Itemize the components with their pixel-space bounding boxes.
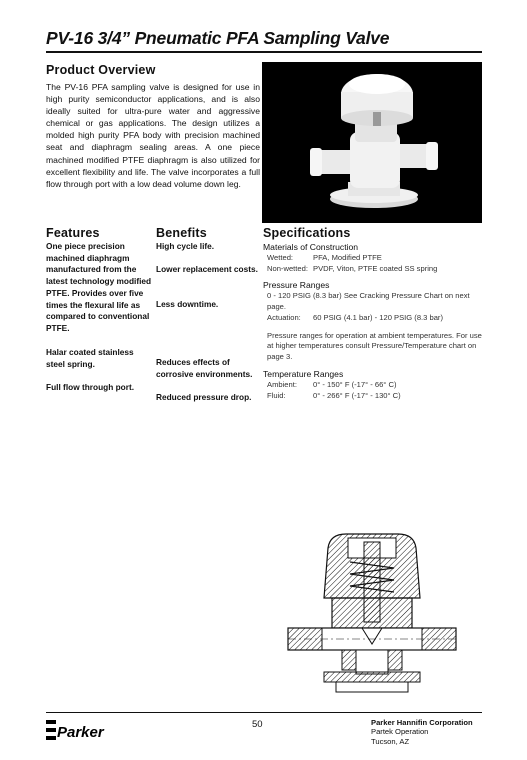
- company-name: Parker Hannifin Corporation: [371, 718, 473, 727]
- features-list: [46, 241, 152, 394]
- overview-text: The PV-16 PFA sampling valve is designed for use in high purity semiconductor applications, and is also ideally suited for ultra-pure water and aggressive chemical or gas applications. The design utilizes a molded high purity PFA body with precision machined seat and diaphragm sealing areas. A one piece machined modified PTFE diaphragm is also utilized for excellent flexibility and life. The valve incorporates a full flow through port with a low dead volume down leg.: [46, 82, 260, 189]
- nonwetted-label: Non-wetted:: [267, 263, 308, 273]
- feature-item: One piece precision machined diaphragm manufactured from the latest technology modified PTFE. Provides over five times the flexural life as compared to conventional PTFE.: [46, 241, 152, 333]
- logo-text: Parker: [57, 724, 104, 741]
- wetted-value: PFA, Modified PTFE: [313, 252, 382, 262]
- page-title: PV-16 3/4” Pneumatic PFA Sampling Valve: [46, 28, 390, 48]
- pressure-heading: Pressure Ranges: [263, 280, 330, 291]
- pressure-line: 0 - 120 PSIG (8.3 bar) See Cracking Pressure Chart on next page.: [267, 291, 470, 311]
- ambient-value: 0° - 150° F (-17° - 66° C): [313, 379, 397, 389]
- specifications-block: [263, 242, 485, 401]
- overview-heading: Product Overview: [46, 63, 156, 77]
- nonwetted-row: [263, 264, 485, 275]
- cross-section-drawing: [286, 528, 458, 698]
- fluid-row: [263, 391, 485, 402]
- features-heading: Features: [46, 226, 100, 240]
- fluid-label: Fluid:: [267, 390, 286, 400]
- benefit-item: Reduces effects of corrosive environments.: [156, 357, 253, 379]
- wetted-row: [263, 253, 485, 264]
- parker-logo: [46, 717, 110, 743]
- location: Tucson, AZ: [371, 736, 410, 746]
- page-number: 50: [252, 719, 263, 730]
- specifications-heading: Specifications: [263, 226, 351, 240]
- materials-heading: Materials of Construction: [263, 242, 359, 252]
- benefits-heading: Benefits: [156, 226, 207, 240]
- benefits-list: [156, 241, 260, 404]
- division-name: Partek Operation: [371, 727, 429, 737]
- title-rule: [46, 51, 482, 53]
- ambient-label: Ambient:: [267, 379, 297, 389]
- actuation-row: [263, 313, 485, 324]
- wetted-label: Wetted:: [267, 252, 294, 262]
- feature-item: Halar coated stainless steel spring.: [46, 347, 134, 369]
- product-photo: [262, 62, 482, 223]
- footer-rule: [46, 712, 482, 713]
- pressure-note: Pressure ranges for operation at ambient temperatures. For use at higher temperatures consult Pressure/Temperature chart on page 3.: [267, 330, 482, 362]
- nonwetted-value: PVDF, Viton, PTFE coated SS spring: [313, 263, 438, 273]
- feature-item: Full flow through port.: [46, 382, 135, 392]
- benefit-item: Lower replacement costs.: [156, 264, 258, 274]
- company-info: [371, 718, 473, 746]
- actuation-label: Actuation:: [267, 312, 301, 322]
- fluid-value: 0° - 266° F (-17° - 130° C): [313, 390, 401, 400]
- benefit-item: Reduced pressure drop.: [156, 392, 252, 402]
- benefit-item: High cycle life.: [156, 241, 215, 251]
- actuation-value: 60 PSIG (4.1 bar) - 120 PSIG (8.3 bar): [313, 312, 443, 322]
- ambient-row: [263, 380, 485, 391]
- benefit-item: Less downtime.: [156, 299, 219, 309]
- temperature-heading: Temperature Ranges: [263, 368, 344, 379]
